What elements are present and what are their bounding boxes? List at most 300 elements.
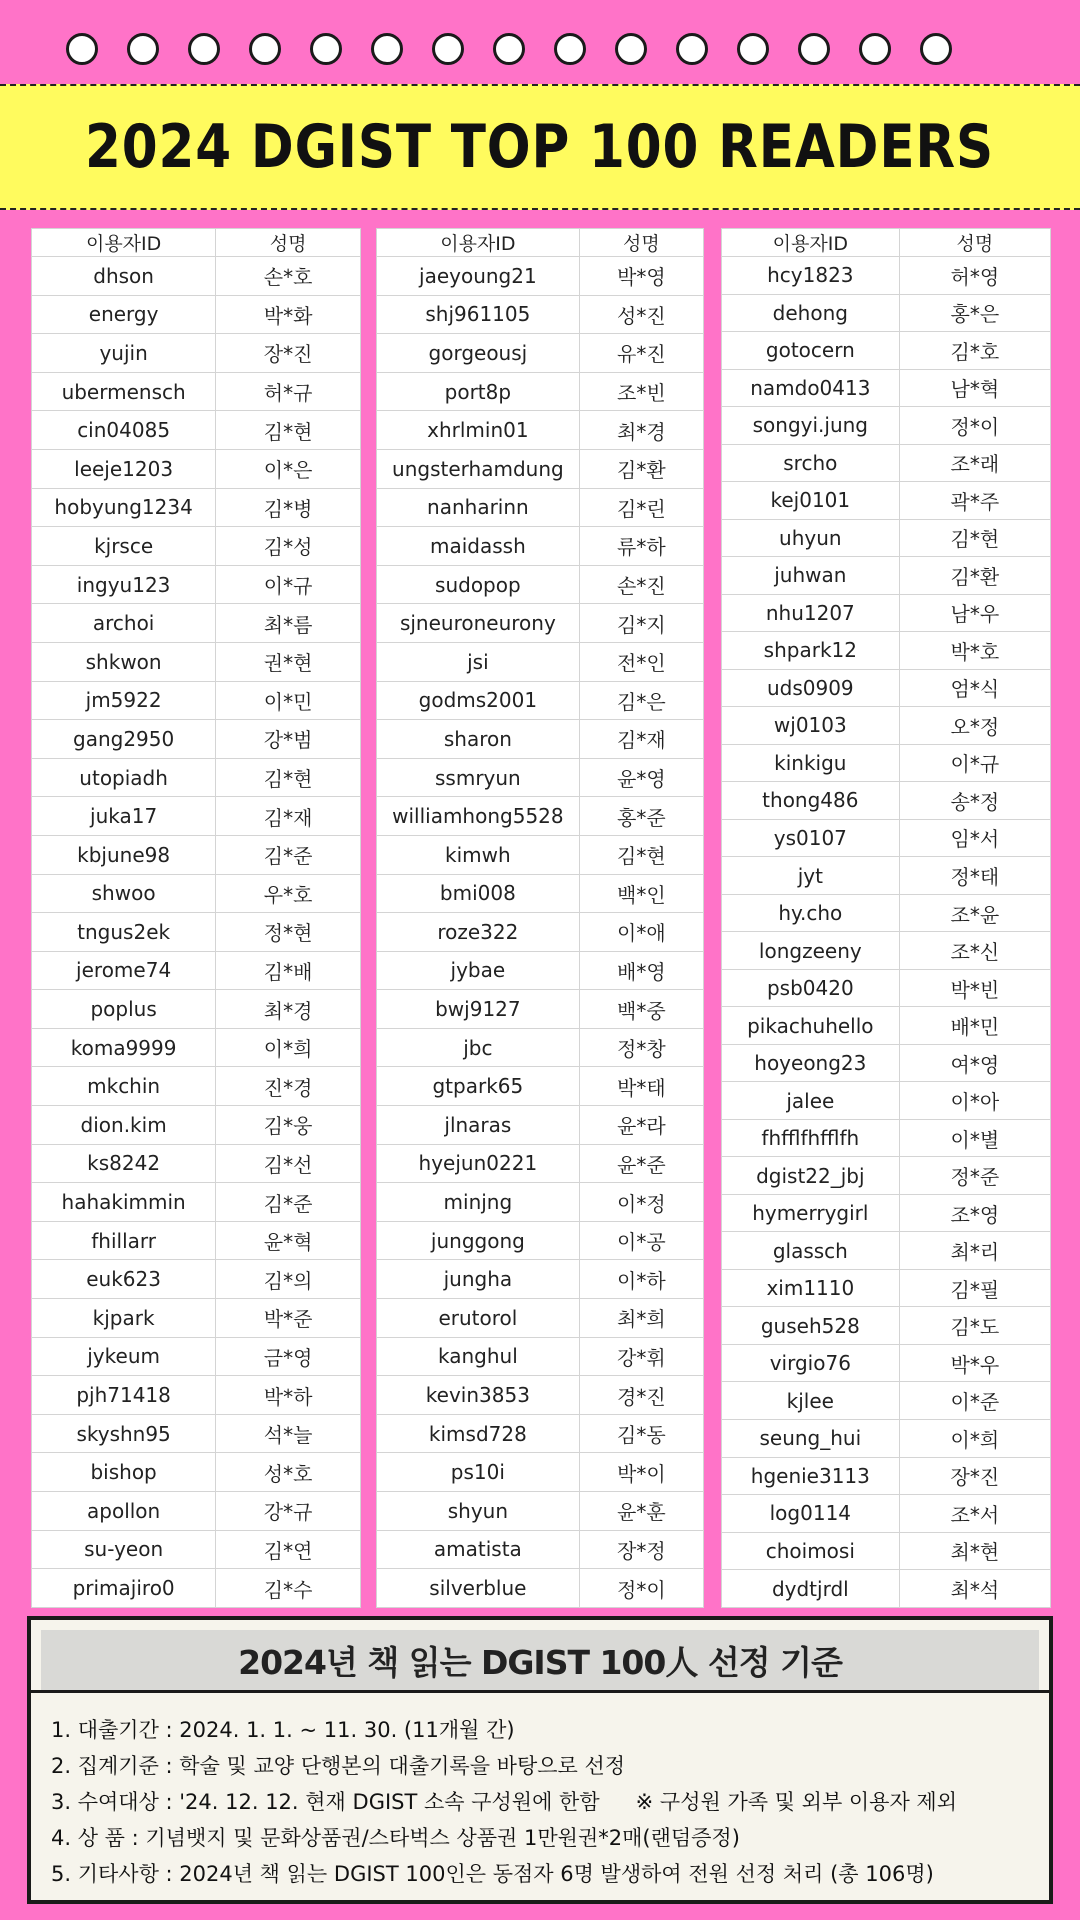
name-cell: 김*호 bbox=[899, 332, 1050, 370]
user-id-cell: yujin bbox=[32, 334, 216, 373]
name-cell: 김*재 bbox=[216, 797, 361, 836]
user-id-cell: shwoo bbox=[32, 874, 216, 913]
readers-table bbox=[31, 228, 361, 1608]
table-row bbox=[377, 1028, 704, 1067]
table-row bbox=[377, 758, 704, 797]
binder-hole bbox=[249, 33, 281, 65]
user-id-cell: tngus2ek bbox=[32, 913, 216, 952]
table-row bbox=[32, 257, 361, 296]
name-cell: 전*인 bbox=[579, 642, 703, 681]
name-cell: 최*석 bbox=[899, 1570, 1050, 1608]
name-cell: 최*리 bbox=[899, 1232, 1050, 1270]
user-id-cell: kbjune98 bbox=[32, 835, 216, 874]
name-cell: 강*범 bbox=[216, 720, 361, 759]
user-id-cell: wj0103 bbox=[722, 707, 900, 745]
user-id-cell: hoyeong23 bbox=[722, 1044, 900, 1082]
name-cell: 강*규 bbox=[216, 1492, 361, 1531]
user-id-cell: apollon bbox=[32, 1492, 216, 1531]
table-row bbox=[32, 1183, 361, 1222]
name-cell: 금*영 bbox=[216, 1337, 361, 1376]
binder-hole bbox=[310, 33, 342, 65]
table-row bbox=[722, 1495, 1051, 1533]
table-row bbox=[377, 1144, 704, 1183]
user-id-cell: namdo0413 bbox=[722, 369, 900, 407]
name-cell: 성*호 bbox=[216, 1453, 361, 1492]
name-cell: 김*수 bbox=[216, 1569, 361, 1608]
table-row bbox=[32, 681, 361, 720]
table-row bbox=[32, 604, 361, 643]
user-id-cell: mkchin bbox=[32, 1067, 216, 1106]
name-cell: 남*우 bbox=[899, 594, 1050, 632]
user-id-cell: utopiadh bbox=[32, 758, 216, 797]
user-id-cell: songyi.jung bbox=[722, 407, 900, 445]
user-id-cell: jybae bbox=[377, 951, 580, 990]
criteria-list bbox=[51, 1712, 1039, 1892]
user-id-cell: dehong bbox=[722, 294, 900, 332]
criteria-title: 2024년 책 읽는 DGIST 100人 선정 기준 bbox=[238, 1642, 842, 1682]
name-cell: 이*규 bbox=[899, 744, 1050, 782]
binder-hole bbox=[737, 33, 769, 65]
table-row bbox=[32, 295, 361, 334]
name-cell: 이*애 bbox=[579, 913, 703, 952]
user-id-cell: uds0909 bbox=[722, 669, 900, 707]
table-row bbox=[32, 1106, 361, 1145]
table-row bbox=[722, 1532, 1051, 1570]
table-row bbox=[722, 294, 1051, 332]
table-row bbox=[722, 1419, 1051, 1457]
name-cell: 김*준 bbox=[216, 835, 361, 874]
name-cell: 허*규 bbox=[216, 372, 361, 411]
table-row bbox=[32, 449, 361, 488]
name-cell: 석*늘 bbox=[216, 1414, 361, 1453]
table-row bbox=[32, 874, 361, 913]
table-row bbox=[722, 1194, 1051, 1232]
user-id-cell: shkwon bbox=[32, 642, 216, 681]
user-id-cell: dion.kim bbox=[32, 1106, 216, 1145]
table-row bbox=[32, 1414, 361, 1453]
user-id-cell: nhu1207 bbox=[722, 594, 900, 632]
name-cell: 조*래 bbox=[899, 444, 1050, 482]
user-id-cell: skyshn95 bbox=[32, 1414, 216, 1453]
name-cell: 손*진 bbox=[579, 565, 703, 604]
readers-table-3 bbox=[721, 228, 1051, 1608]
user-id-cell: kanghul bbox=[377, 1337, 580, 1376]
table-row bbox=[32, 1260, 361, 1299]
user-id-cell: kimwh bbox=[377, 835, 580, 874]
user-id-cell: kjlee bbox=[722, 1382, 900, 1420]
user-id-cell: erutorol bbox=[377, 1299, 580, 1338]
user-id-cell: uhyun bbox=[722, 519, 900, 557]
name-cell: 박*화 bbox=[216, 295, 361, 334]
name-cell: 정*이 bbox=[579, 1569, 703, 1608]
user-id-cell: dgist22_jbj bbox=[722, 1157, 900, 1195]
name-cell: 김*연 bbox=[216, 1530, 361, 1569]
user-id-cell: ssmryun bbox=[377, 758, 580, 797]
name-cell: 조*신 bbox=[899, 932, 1050, 970]
user-id-cell: choimosi bbox=[722, 1532, 900, 1570]
table-row bbox=[722, 369, 1051, 407]
user-id-cell: hy.cho bbox=[722, 894, 900, 932]
name-cell: 진*경 bbox=[216, 1067, 361, 1106]
table-row bbox=[377, 604, 704, 643]
user-id-cell: kevin3853 bbox=[377, 1376, 580, 1415]
user-id-cell: amatista bbox=[377, 1530, 580, 1569]
user-id-cell: dydtjrdl bbox=[722, 1570, 900, 1608]
binder-hole bbox=[920, 33, 952, 65]
criteria-item: 1. 대출기간 : 2024. 1. 1. ~ 11. 30. (11개월 간) bbox=[51, 1718, 515, 1742]
binder-hole bbox=[798, 33, 830, 65]
name-cell: 김*필 bbox=[899, 1269, 1050, 1307]
table-header-row bbox=[32, 229, 361, 257]
table-row bbox=[32, 913, 361, 952]
table-row bbox=[377, 295, 704, 334]
user-id-cell: hcy1823 bbox=[722, 257, 900, 295]
user-id-cell: ingyu123 bbox=[32, 565, 216, 604]
table-row bbox=[722, 1082, 1051, 1120]
table-row bbox=[377, 1492, 704, 1531]
user-id-cell: kjpark bbox=[32, 1299, 216, 1338]
table-row bbox=[377, 411, 704, 450]
table-row bbox=[32, 334, 361, 373]
user-id-cell: primajiro0 bbox=[32, 1569, 216, 1608]
table-row bbox=[722, 1269, 1051, 1307]
binder-hole bbox=[66, 33, 98, 65]
table-row bbox=[722, 819, 1051, 857]
user-id-cell: ys0107 bbox=[722, 819, 900, 857]
user-id-cell: gorgeousj bbox=[377, 334, 580, 373]
name-cell: 최*경 bbox=[216, 990, 361, 1029]
binder-hole bbox=[859, 33, 891, 65]
name-cell: 김*린 bbox=[579, 488, 703, 527]
table-row bbox=[32, 372, 361, 411]
user-id-cell: sharon bbox=[377, 720, 580, 759]
table-row bbox=[377, 257, 704, 296]
table-row bbox=[32, 1376, 361, 1415]
name-cell: 이*별 bbox=[899, 1119, 1050, 1157]
user-id-cell: log0114 bbox=[722, 1495, 900, 1533]
name-cell: 김*웅 bbox=[216, 1106, 361, 1145]
table-row bbox=[722, 1044, 1051, 1082]
name-cell: 홍*준 bbox=[579, 797, 703, 836]
user-id-cell: bwj9127 bbox=[377, 990, 580, 1029]
table-row bbox=[377, 1299, 704, 1338]
name-cell: 박*영 bbox=[579, 257, 703, 296]
name-cell: 이*준 bbox=[899, 1382, 1050, 1420]
name-cell: 백*인 bbox=[579, 874, 703, 913]
user-id-cell: sudopop bbox=[377, 565, 580, 604]
table-row bbox=[377, 681, 704, 720]
user-id-cell: gotocern bbox=[722, 332, 900, 370]
table-row bbox=[377, 449, 704, 488]
binder-hole bbox=[127, 33, 159, 65]
table-row bbox=[722, 407, 1051, 445]
user-id-cell: gtpark65 bbox=[377, 1067, 580, 1106]
name-cell: 이*희 bbox=[899, 1419, 1050, 1457]
table-row bbox=[32, 990, 361, 1029]
user-id-cell: pjh71418 bbox=[32, 1376, 216, 1415]
table-row bbox=[722, 1344, 1051, 1382]
name-cell: 송*정 bbox=[899, 782, 1050, 820]
table-row bbox=[722, 1307, 1051, 1345]
name-cell: 경*진 bbox=[579, 1376, 703, 1415]
divider bbox=[31, 1690, 1049, 1693]
name-cell: 김*선 bbox=[216, 1144, 361, 1183]
user-id-cell: kimsd728 bbox=[377, 1414, 580, 1453]
name-cell: 배*민 bbox=[899, 1007, 1050, 1045]
table-row bbox=[377, 1260, 704, 1299]
name-cell: 김*병 bbox=[216, 488, 361, 527]
name-cell: 유*진 bbox=[579, 334, 703, 373]
table-row bbox=[377, 1376, 704, 1415]
name-cell: 최*경 bbox=[579, 411, 703, 450]
table-row bbox=[32, 720, 361, 759]
user-id-cell: roze322 bbox=[377, 913, 580, 952]
table-row bbox=[722, 594, 1051, 632]
name-cell: 박*우 bbox=[899, 1344, 1050, 1382]
table-row bbox=[377, 1337, 704, 1376]
criteria-note: ※ 구성원 가족 및 외부 이용자 제외 bbox=[635, 1790, 958, 1814]
user-id-cell: gang2950 bbox=[32, 720, 216, 759]
table-row bbox=[722, 894, 1051, 932]
user-id-cell: euk623 bbox=[32, 1260, 216, 1299]
user-id-cell: junggong bbox=[377, 1221, 580, 1260]
name-cell: 박*태 bbox=[579, 1067, 703, 1106]
header-name: 성명 bbox=[899, 229, 1050, 257]
user-id-cell: ps10i bbox=[377, 1453, 580, 1492]
table-row bbox=[722, 857, 1051, 895]
name-cell: 박*호 bbox=[899, 632, 1050, 670]
table-row bbox=[377, 334, 704, 373]
name-cell: 윤*훈 bbox=[579, 1492, 703, 1531]
name-cell: 우*호 bbox=[216, 874, 361, 913]
page-title: 2024 DGIST TOP 100 READERS bbox=[85, 112, 995, 182]
user-id-cell: juka17 bbox=[32, 797, 216, 836]
user-id-cell: shpark12 bbox=[722, 632, 900, 670]
header-user-id: 이용자ID bbox=[377, 229, 580, 257]
name-cell: 성*진 bbox=[579, 295, 703, 334]
user-id-cell: minjng bbox=[377, 1183, 580, 1222]
readers-table bbox=[376, 228, 704, 1608]
user-id-cell: koma9999 bbox=[32, 1028, 216, 1067]
name-cell: 박*빈 bbox=[899, 969, 1050, 1007]
binder-hole bbox=[371, 33, 403, 65]
name-cell: 허*영 bbox=[899, 257, 1050, 295]
name-cell: 김*환 bbox=[579, 449, 703, 488]
table-header-row bbox=[722, 229, 1051, 257]
table-row bbox=[32, 1144, 361, 1183]
table-row bbox=[32, 951, 361, 990]
name-cell: 김*현 bbox=[579, 835, 703, 874]
binder-hole bbox=[615, 33, 647, 65]
header-name: 성명 bbox=[579, 229, 703, 257]
binder-hole bbox=[554, 33, 586, 65]
user-id-cell: psb0420 bbox=[722, 969, 900, 1007]
table-row bbox=[32, 1067, 361, 1106]
table-row bbox=[377, 1221, 704, 1260]
table-row bbox=[377, 1530, 704, 1569]
name-cell: 류*하 bbox=[579, 527, 703, 566]
user-id-cell: cin04085 bbox=[32, 411, 216, 450]
name-cell: 김*지 bbox=[579, 604, 703, 643]
user-id-cell: xhrlmin01 bbox=[377, 411, 580, 450]
table-row bbox=[722, 1119, 1051, 1157]
name-cell: 최*희 bbox=[579, 1299, 703, 1338]
name-cell: 이*하 bbox=[579, 1260, 703, 1299]
table-row bbox=[377, 913, 704, 952]
user-id-cell: jsi bbox=[377, 642, 580, 681]
user-id-cell: ubermensch bbox=[32, 372, 216, 411]
table-row bbox=[722, 332, 1051, 370]
table-row bbox=[32, 758, 361, 797]
user-id-cell: godms2001 bbox=[377, 681, 580, 720]
name-cell: 이*아 bbox=[899, 1082, 1050, 1120]
name-cell: 정*태 bbox=[899, 857, 1050, 895]
name-cell: 이*희 bbox=[216, 1028, 361, 1067]
name-cell: 홍*은 bbox=[899, 294, 1050, 332]
user-id-cell: jlnaras bbox=[377, 1106, 580, 1145]
table-row bbox=[377, 1067, 704, 1106]
name-cell: 이*은 bbox=[216, 449, 361, 488]
table-row bbox=[32, 488, 361, 527]
table-row bbox=[722, 744, 1051, 782]
table-row bbox=[722, 482, 1051, 520]
name-cell: 최*현 bbox=[899, 1532, 1050, 1570]
name-cell: 장*정 bbox=[579, 1530, 703, 1569]
table-row bbox=[722, 669, 1051, 707]
title-banner bbox=[0, 84, 1080, 210]
name-cell: 엄*식 bbox=[899, 669, 1050, 707]
table-row bbox=[377, 1569, 704, 1608]
criteria-item: 5. 기타사항 : 2024년 책 읽는 DGIST 100인은 동점자 6명 발생하여 전원 선정 처리 (총 106명) bbox=[51, 1862, 934, 1886]
user-id-cell: leeje1203 bbox=[32, 449, 216, 488]
table-row bbox=[722, 969, 1051, 1007]
table-row bbox=[32, 1221, 361, 1260]
user-id-cell: maidassh bbox=[377, 527, 580, 566]
header-user-id: 이용자ID bbox=[32, 229, 216, 257]
name-cell: 백*중 bbox=[579, 990, 703, 1029]
user-id-cell: shj961105 bbox=[377, 295, 580, 334]
criteria-item: 3. 수여대상 : '24. 12. 12. 현재 DGIST 소속 구성원에 한함 ※ 구성원 가족 및 외부 이용자 제외 bbox=[51, 1790, 958, 1814]
table-row bbox=[377, 797, 704, 836]
name-cell: 임*서 bbox=[899, 819, 1050, 857]
user-id-cell: fhfflfhfflfh bbox=[722, 1119, 900, 1157]
criteria-header bbox=[41, 1630, 1039, 1690]
name-cell: 곽*주 bbox=[899, 482, 1050, 520]
user-id-cell: fhillarr bbox=[32, 1221, 216, 1260]
table-row bbox=[32, 1530, 361, 1569]
readers-table bbox=[721, 228, 1051, 1608]
table-row bbox=[377, 720, 704, 759]
name-cell: 장*진 bbox=[899, 1457, 1050, 1495]
user-id-cell: xim1110 bbox=[722, 1269, 900, 1307]
user-id-cell: bishop bbox=[32, 1453, 216, 1492]
name-cell: 정*준 bbox=[899, 1157, 1050, 1195]
user-id-cell: su-yeon bbox=[32, 1530, 216, 1569]
table-row bbox=[32, 411, 361, 450]
name-cell: 이*민 bbox=[216, 681, 361, 720]
user-id-cell: hymerrygirl bbox=[722, 1194, 900, 1232]
name-cell: 김*성 bbox=[216, 527, 361, 566]
name-cell: 김*현 bbox=[216, 411, 361, 450]
table-row bbox=[32, 1337, 361, 1376]
table-row bbox=[722, 257, 1051, 295]
table-row bbox=[722, 932, 1051, 970]
table-row bbox=[32, 527, 361, 566]
table-row bbox=[377, 1106, 704, 1145]
criteria-item: 2. 집계기준 : 학술 및 교양 단행본의 대출기록을 바탕으로 선정 bbox=[51, 1754, 626, 1778]
user-id-cell: nanharinn bbox=[377, 488, 580, 527]
table-row bbox=[722, 1007, 1051, 1045]
table-row bbox=[32, 1492, 361, 1531]
user-id-cell: ks8242 bbox=[32, 1144, 216, 1183]
user-id-cell: hgenie3113 bbox=[722, 1457, 900, 1495]
name-cell: 남*혁 bbox=[899, 369, 1050, 407]
name-cell: 정*창 bbox=[579, 1028, 703, 1067]
user-id-cell: pikachuhello bbox=[722, 1007, 900, 1045]
table-row bbox=[377, 527, 704, 566]
name-cell: 장*진 bbox=[216, 334, 361, 373]
name-cell: 손*호 bbox=[216, 257, 361, 296]
name-cell: 김*현 bbox=[899, 519, 1050, 557]
user-id-cell: silverblue bbox=[377, 1569, 580, 1608]
user-id-cell: jyt bbox=[722, 857, 900, 895]
binder-hole bbox=[188, 33, 220, 65]
name-cell: 박*준 bbox=[216, 1299, 361, 1338]
table-row bbox=[377, 1414, 704, 1453]
table-row bbox=[722, 782, 1051, 820]
user-id-cell: energy bbox=[32, 295, 216, 334]
user-id-cell: archoi bbox=[32, 604, 216, 643]
name-cell: 최*름 bbox=[216, 604, 361, 643]
binder-hole bbox=[432, 33, 464, 65]
name-cell: 김*도 bbox=[899, 1307, 1050, 1345]
table-row bbox=[377, 488, 704, 527]
name-cell: 조*윤 bbox=[899, 894, 1050, 932]
name-cell: 조*빈 bbox=[579, 372, 703, 411]
user-id-cell: thong486 bbox=[722, 782, 900, 820]
readers-table-2 bbox=[376, 228, 704, 1608]
table-row bbox=[377, 1453, 704, 1492]
name-cell: 정*이 bbox=[899, 407, 1050, 445]
table-row bbox=[32, 1569, 361, 1608]
user-id-cell: srcho bbox=[722, 444, 900, 482]
table-row bbox=[722, 1157, 1051, 1195]
name-cell: 윤*준 bbox=[579, 1144, 703, 1183]
name-cell: 정*현 bbox=[216, 913, 361, 952]
user-id-cell: poplus bbox=[32, 990, 216, 1029]
user-id-cell: virgio76 bbox=[722, 1344, 900, 1382]
table-row bbox=[722, 632, 1051, 670]
user-id-cell: shyun bbox=[377, 1492, 580, 1531]
table-row bbox=[722, 1457, 1051, 1495]
table-row bbox=[377, 565, 704, 604]
user-id-cell: williamhong5528 bbox=[377, 797, 580, 836]
criteria-item: 4. 상 품 : 기념뱃지 및 문화상품권/스타벅스 상품권 1만원권*2매(랜덤증정) bbox=[51, 1826, 740, 1850]
table-row bbox=[32, 835, 361, 874]
name-cell: 김*의 bbox=[216, 1260, 361, 1299]
name-cell: 김*환 bbox=[899, 557, 1050, 595]
name-cell: 윤*혁 bbox=[216, 1221, 361, 1260]
table-header-row bbox=[377, 229, 704, 257]
table-row bbox=[32, 565, 361, 604]
name-cell: 김*준 bbox=[216, 1183, 361, 1222]
user-id-cell: jungha bbox=[377, 1260, 580, 1299]
name-cell: 박*이 bbox=[579, 1453, 703, 1492]
name-cell: 배*영 bbox=[579, 951, 703, 990]
user-id-cell: jm5922 bbox=[32, 681, 216, 720]
header-user-id: 이용자ID bbox=[722, 229, 900, 257]
name-cell: 조*영 bbox=[899, 1194, 1050, 1232]
